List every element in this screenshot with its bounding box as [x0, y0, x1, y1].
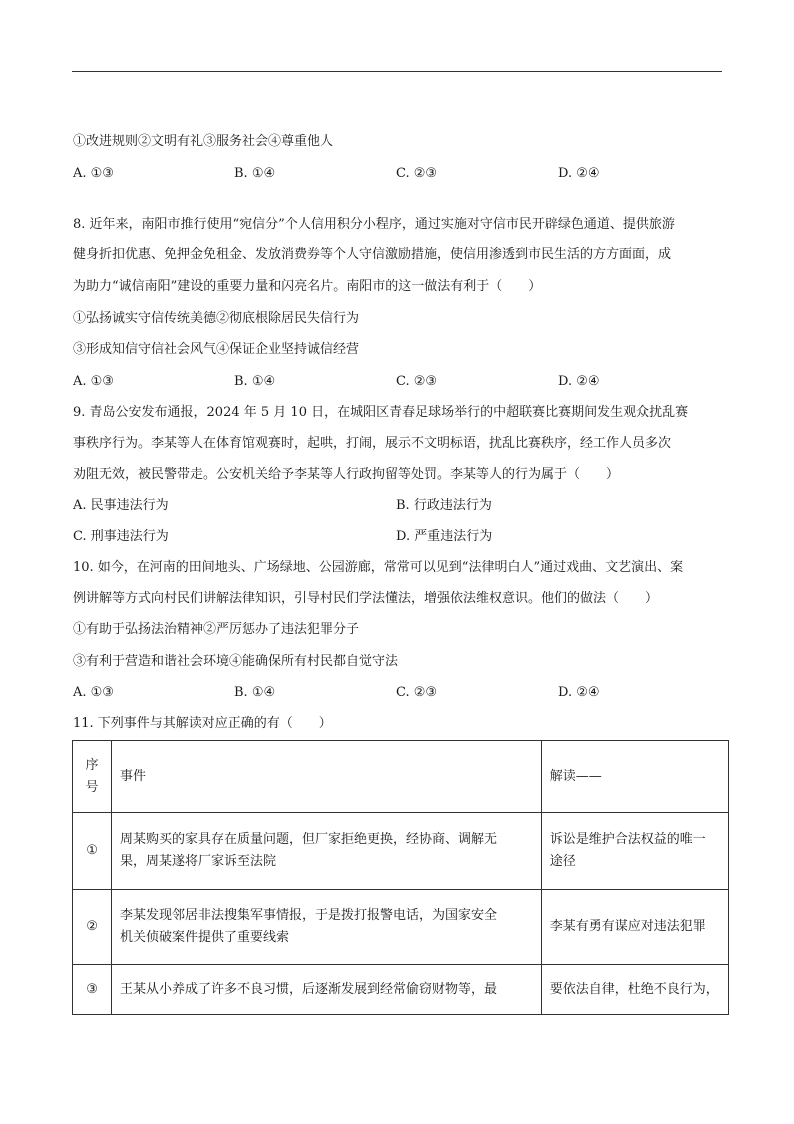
q8-stem-line-3: 为助力“诚信南阳”建设的重要力量和闪亮名片。南阳市的这一做法有利于（ ）	[73, 279, 542, 294]
q8-option-c[interactable]: C. ②③	[396, 374, 438, 389]
table-row	[73, 890, 729, 965]
table-row	[73, 965, 729, 1015]
row-interp-line-1: 要依法自律，杜绝不良行为，	[549, 981, 719, 997]
table-row	[73, 813, 729, 890]
row-event	[112, 965, 542, 1015]
q10-stem-line-1: 10. 如今，在河南的田间地头、广场绿地、公园游廊，常常可以见到“法律明白人”通过戏曲、文艺演出、案	[73, 560, 684, 575]
row-event-line-2: 机关侦破案件提供了重要线索	[120, 930, 290, 945]
row-interpretation	[541, 890, 728, 965]
q11-stem: 11. 下列事件与其解读对应正确的有（ ）	[73, 716, 332, 731]
row-event-line-1: 王某从小养成了许多不良习惯，后逐渐发展到经常偷窃财物等，最	[120, 981, 498, 997]
header-event: 事件	[112, 741, 542, 813]
q9-option-c[interactable]: C. 刑事违法行为	[73, 529, 169, 544]
header-rule	[72, 71, 722, 72]
row-event-line-1: 李某发现邻居非法搜集军事情报，于是拨打报警电话，为国家安全	[120, 908, 498, 923]
q8-choices-1: ①弘扬诚实守信传统美德②彻底根除居民失信行为	[73, 311, 360, 326]
q10-choices-2: ③有利于营造和谐社会环境④能确保所有村民都自觉守法	[73, 654, 399, 669]
q11-table	[72, 740, 729, 1015]
row-interpretation	[541, 965, 728, 1015]
header-number	[73, 741, 112, 813]
q10-option-b[interactable]: B. ①④	[234, 685, 276, 700]
q8-option-d[interactable]: D. ②④	[558, 374, 600, 389]
q7-choices: ①改进规则②文明有礼③服务社会④尊重他人	[73, 134, 334, 149]
row-interp-line-1: 诉讼是维护合法权益的唯一	[549, 832, 706, 847]
q9-stem-line-2: 事秩序行为。李某等人在体育馆观赛时，起哄，打闹，展示不文明标语，扰乱比赛秩序，经工作人员多次	[73, 436, 672, 451]
q9-stem-line-1: 9. 青岛公安发布通报，2024 年 5 月 10 日，在城阳区青春足球场举行的中超联赛比赛期间发生观众扰乱赛	[73, 405, 689, 420]
q10-option-a[interactable]: A. ①③	[73, 685, 114, 700]
header-number-line-2: 号	[85, 779, 99, 795]
q8-choices-2: ③形成知信守信社会风气④保证企业坚持诚信经营	[73, 342, 360, 357]
row-number: ①	[73, 813, 112, 890]
q8-option-a[interactable]: A. ①③	[73, 374, 114, 389]
q7-option-d[interactable]: D. ②④	[558, 166, 600, 181]
q9-option-b[interactable]: B. 行政违法行为	[396, 498, 492, 513]
row-interp-line-2: 途径	[549, 854, 576, 869]
q10-stem-line-2: 例讲解等方式向村民们讲解法律知识，引导村民们学法懂法，增强依法维权意识。他们的做法（ ）	[73, 591, 659, 606]
row-event	[112, 890, 542, 965]
header-number-line-1: 序	[85, 757, 99, 773]
q8-stem-line-1: 8. 近年来，南阳市推行使用“宛信分”个人信用积分小程序，通过实施对守信市民开辟绿色通道、提供旅游	[73, 217, 675, 232]
header-interpretation: 解读——	[541, 741, 728, 813]
row-number: ③	[73, 965, 112, 1015]
row-event-line-1: 周某购买的家具存在质量问题，但厂家拒绝更换，经协商、调解无	[120, 832, 498, 847]
q7-option-a[interactable]: A. ①③	[73, 166, 114, 181]
q9-option-a[interactable]: A. 民事违法行为	[73, 498, 169, 513]
row-event-line-2: 果，周某遂将厂家诉至法院	[120, 854, 277, 869]
q8-stem-line-2: 健身折扣优惠、免押金免租金、发放消费券等个人守信激励措施，使信用渗透到市民生活的方方面面，成	[73, 247, 672, 262]
row-interpretation	[541, 813, 728, 890]
q9-option-d[interactable]: D. 严重违法行为	[396, 529, 493, 544]
row-event	[112, 813, 542, 890]
q10-choices-1: ①有助于弘扬法治精神②严厉惩办了违法犯罪分子	[73, 622, 360, 637]
q9-stem-line-3: 劝阻无效，被民警带走。公安机关给予李某等人行政拘留等处罚。李某等人的行为属于（ ）	[73, 467, 620, 482]
q8-option-b[interactable]: B. ①④	[234, 374, 276, 389]
q10-option-c[interactable]: C. ②③	[396, 685, 438, 700]
table-header-row	[73, 741, 729, 813]
row-number: ②	[73, 890, 112, 965]
row-interp-line-1: 李某有勇有谋应对违法犯罪	[549, 919, 706, 934]
q10-option-d[interactable]: D. ②④	[558, 685, 600, 700]
q7-option-c[interactable]: C. ②③	[396, 166, 438, 181]
q7-option-b[interactable]: B. ①④	[234, 166, 276, 181]
